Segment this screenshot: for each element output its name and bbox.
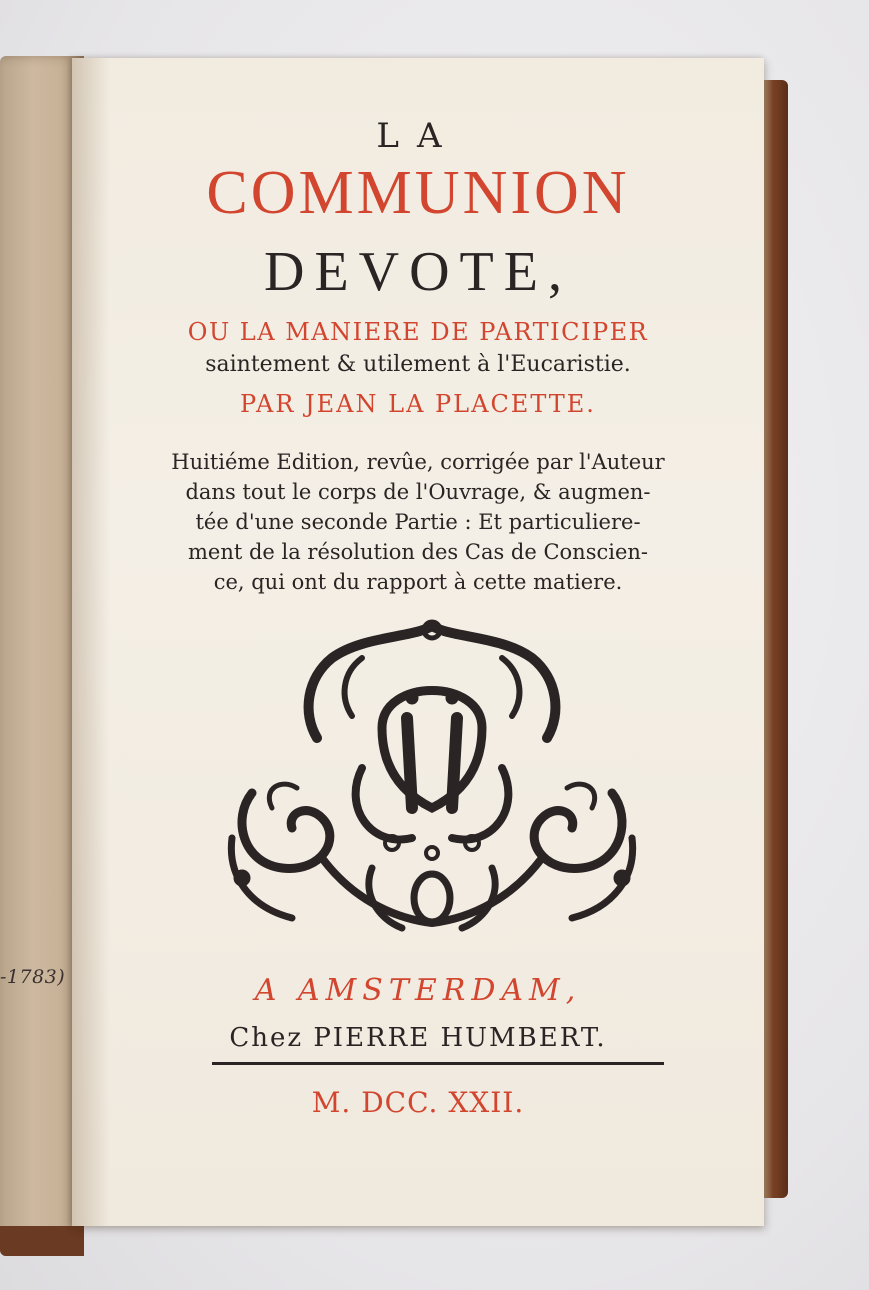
printers-ornament-icon [212, 618, 652, 948]
spine-label: -1783) [0, 966, 66, 988]
subtitle-red: OU LA MANIERE DE PARTICIPER [187, 318, 649, 346]
title-article: LA [376, 116, 460, 156]
edition-line: ce, qui ont du rapport à cette matiere. [213, 570, 623, 594]
edition-line: dans tout le corps de l'Ouvrage, & augmen- [185, 480, 651, 504]
author-line: PAR JEAN LA PLACETTE. [240, 390, 596, 418]
edition-line: tée d'une seconde Partie : Et particuliere- [195, 510, 641, 534]
edition-line: ment de la résolution des Cas de Conscien- [187, 540, 648, 564]
imprint-year: M. DCC. XXII. [311, 1086, 525, 1119]
imprint-printer: Chez PIERRE HUMBERT. [229, 1023, 607, 1053]
imprint-place: A AMSTERDAM, [254, 973, 582, 1008]
title-line-1: COMMUNION [206, 159, 630, 227]
imprint-rule [212, 1062, 664, 1065]
edition-line: Huitiéme Edition, revûe, corrigée par l'Auteur [171, 450, 665, 474]
title-line-2: DEVOTE, [264, 241, 572, 303]
title-page [72, 58, 764, 1226]
subtitle-black: saintement & utilement à l'Eucaristie. [205, 352, 631, 377]
left-board-leather-edge [0, 1226, 84, 1256]
